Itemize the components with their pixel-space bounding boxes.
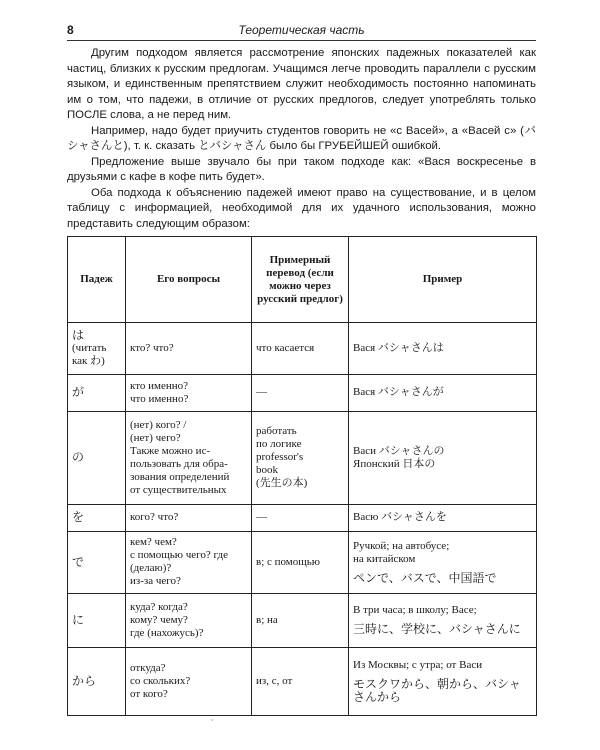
cell-line: book — [256, 464, 278, 477]
case-particle: から — [72, 673, 97, 688]
translation-cell — [252, 531, 349, 593]
cell-line: из-за чего? — [130, 575, 181, 588]
table-row — [68, 323, 537, 375]
cell-line: ペンで、バスで、中国語で — [353, 570, 497, 585]
cell-line: кем? чем? — [130, 536, 177, 549]
example-cell — [349, 323, 537, 375]
cell-line: работать — [256, 425, 297, 438]
questions-cell — [126, 323, 252, 375]
cell-line: Ручкой; на автобусе; — [353, 539, 450, 552]
questions-cell — [126, 531, 252, 593]
case-particle: で — [72, 554, 85, 569]
cell-line: с помощью чего? где — [130, 549, 228, 562]
header-case: Падеж — [68, 237, 126, 323]
cell-line: Из Москвы; с утра; от Васи — [353, 658, 483, 671]
cell-line: (делаю)? — [130, 562, 172, 575]
table-row — [68, 505, 537, 532]
cell-line: (нет) чего? — [130, 431, 181, 444]
cell-line: Также можно ис- — [130, 444, 211, 457]
case-cell — [68, 323, 126, 375]
case-particle: に — [72, 612, 85, 627]
paragraph: Другим подходом является рассмотрение японских падежных показателей как частиц, близких к русским предлогам. Учащимся легче проводить параллели с русским языком, и единственным препятствием служит необходимость постоянно напоминать им о том, что падежи, в отличие от русских предлогов, следует употреблять только ПОСЛЕ слова, а не перед ним. — [67, 47, 536, 121]
case-cell — [68, 593, 126, 647]
table-row — [68, 593, 537, 647]
questions-cell — [126, 374, 252, 411]
case-particle: が — [72, 385, 85, 400]
cell-line: 三時に、学校に、バシャさんに — [353, 622, 521, 637]
paragraph: Например, надо будет приучить студентов говорить не «с Васей», а «Васей с» (バシャさんと), т. к. сказать とバシャさん было бы ГРУБЕЙШЕЙ ошибкой. — [67, 124, 536, 152]
cell-line: さんから — [353, 689, 402, 704]
example-cell — [349, 374, 537, 411]
table-row — [68, 531, 537, 593]
header-example: Пример — [349, 237, 537, 323]
cell-line: кому? чему? — [130, 613, 188, 626]
cell-line: зования определений — [130, 470, 230, 483]
page-header — [67, 22, 536, 41]
cell-line: Вася バシャさんが — [353, 386, 444, 399]
cell-line: — — [256, 511, 267, 524]
paragraph: Оба подхода к объяснению падежей имеют право на существование, и в целом таблицу с информацией, необходимой для их удачного использования, можно представить следующим образом: — [67, 186, 536, 230]
cell-line: откуда? — [130, 661, 166, 674]
cell-line: в; с помощью — [256, 555, 320, 568]
cell-line: (先生の本) — [256, 477, 308, 490]
cell-line: professor's — [256, 451, 304, 464]
example-cell — [349, 531, 537, 593]
cell-line: пользовать для обра- — [130, 457, 228, 470]
cell-line: из, с, от — [256, 674, 293, 687]
page-number: 8 — [67, 23, 74, 37]
case-cell — [68, 531, 126, 593]
cell-line: Вася バシャさんは — [353, 341, 444, 354]
translation-cell — [252, 323, 349, 375]
cell-line: от существительных — [130, 483, 227, 496]
cell-line: モスクワから、朝から、バシャ — [353, 676, 521, 691]
scan-mark: ˇ — [211, 718, 214, 727]
case-cell — [68, 647, 126, 715]
cell-line: Японский 日本の — [353, 457, 436, 470]
case-particle: を — [72, 510, 85, 525]
case-note: (читать как わ) — [72, 341, 107, 367]
cell-line: кто? что? — [130, 341, 174, 354]
example-cell — [349, 647, 537, 715]
cell-line: что касается — [256, 341, 315, 354]
example-cell — [349, 593, 537, 647]
case-particle: の — [72, 450, 85, 465]
cell-line: кого? что? — [130, 511, 179, 524]
running-title: Теоретическая часть — [238, 23, 365, 37]
cell-line: куда? когда? — [130, 600, 188, 613]
header-questions: Его вопросы — [126, 237, 252, 323]
questions-cell — [126, 505, 252, 532]
translation-cell — [252, 505, 349, 532]
translation-cell — [252, 593, 349, 647]
translation-cell — [252, 411, 349, 504]
cell-line: на китайском — [353, 552, 416, 565]
example-cell — [349, 505, 537, 532]
cell-line: (нет) кого? / — [130, 418, 187, 431]
cell-line: со скольких? — [130, 674, 191, 687]
cell-line: В три часа; в школу; Васе; — [353, 604, 477, 617]
cell-line: где (нахожусь)? — [130, 626, 204, 639]
case-cell — [68, 505, 126, 532]
cell-line: Васи バシャさんの — [353, 444, 445, 457]
case-cell — [68, 411, 126, 504]
table-row — [68, 411, 537, 504]
paragraph: Предложение выше звучало бы при таком подходе как: «Вася воскресенье в друзьями с кафе в кофе пить будет». — [67, 155, 536, 183]
case-cell — [68, 374, 126, 411]
cell-line: — — [256, 386, 267, 399]
questions-cell — [126, 647, 252, 715]
example-cell — [349, 411, 537, 504]
table-header-row — [68, 237, 537, 323]
cell-line: кто именно? — [130, 379, 188, 392]
translation-cell — [252, 647, 349, 715]
table-row — [68, 374, 537, 411]
cell-line: Васю バシャさんを — [353, 511, 447, 524]
body-text — [67, 46, 536, 232]
case-table — [67, 236, 537, 716]
translation-cell — [252, 374, 349, 411]
questions-cell — [126, 593, 252, 647]
case-particle: は — [72, 327, 85, 342]
cell-line: что именно? — [130, 392, 189, 405]
header-translation: Примерный перевод (если можно через русский предлог) — [252, 237, 349, 323]
questions-cell — [126, 411, 252, 504]
cell-line: в; на — [256, 613, 278, 626]
cell-line: от кого? — [130, 687, 168, 700]
table-row — [68, 647, 537, 715]
cell-line: по логике — [256, 438, 302, 451]
